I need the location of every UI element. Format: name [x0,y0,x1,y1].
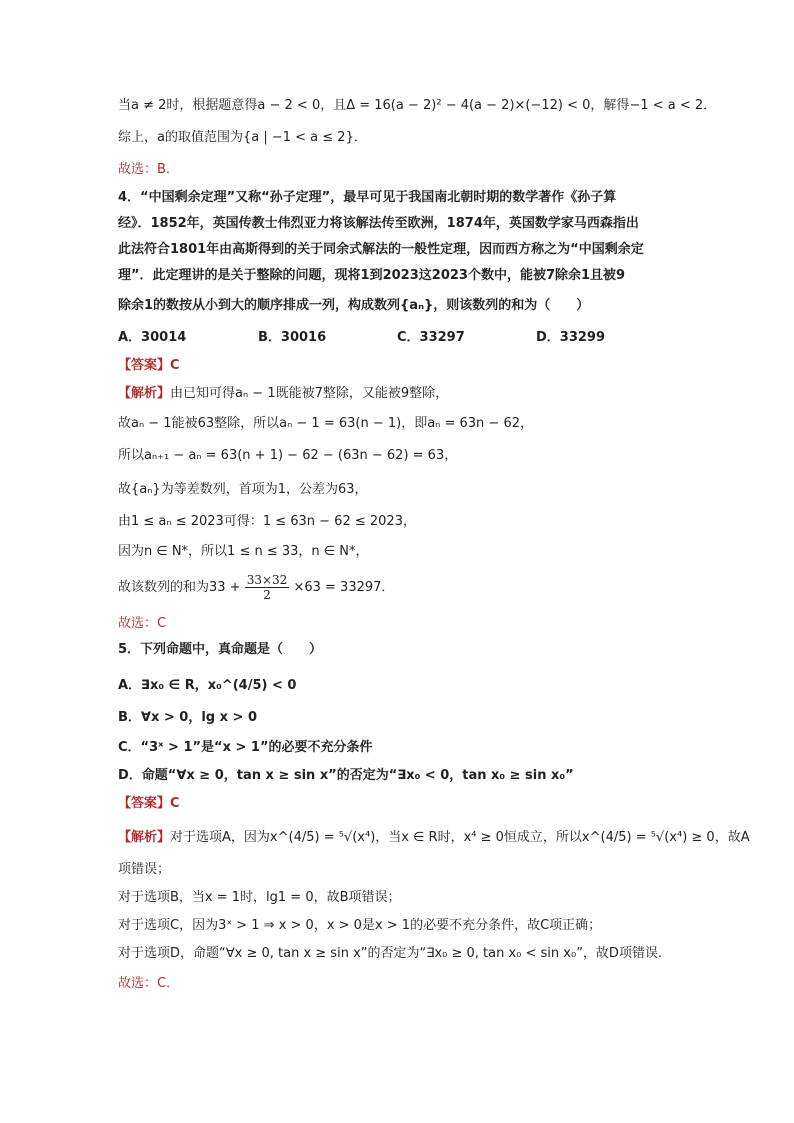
q4-stem-line-1: 4．“中国剩余定理”又称“孙子定理”，最早可见于我国南北朝时期的数学著作《孙子算 [118,190,617,205]
q4-analysis-line-2: 故aₙ − 1能被63整除，所以aₙ − 1 = 63(n − 1)，即aₙ = 63n − 62， [118,416,533,431]
q4-choose: 故选：C [118,616,167,631]
q4-analysis-tag: 【解析】 [118,386,171,401]
q4-option-d: D．33299 [536,330,606,345]
q3-choose: 故选：B． [118,162,179,177]
q5-choose: 故选：C． [118,976,180,991]
q5-analysis-line-3: 对于选项B，当x = 1时，lg1 = 0，故B项错误； [118,890,401,905]
q5-option-a: A．∃x₀ ∈ R，x₀^(4/5) < 0 [118,678,297,693]
q5-analysis-line-1 [118,828,750,848]
q5-answer: 【答案】C [118,796,180,811]
q3-solution-line-1: 当a ≠ 2时，根据题意得a − 2 < 0，且Δ = 16(a − 2)² − 4(a − 2)×(−12) < 0，解得−1 < a < 2． [118,98,717,113]
q4-sum-prefix: 故该数列的和为33 + [118,580,241,595]
q4-analysis-line-5: 由1 ≤ aₙ ≤ 2023可得：1 ≤ 63n − 62 ≤ 2023， [118,514,416,529]
q4-sum-line [118,572,394,604]
q4-stem-line-4: 理”．此定理讲的是关于整除的问题，现将1到2023这2023个数中，能被7除余1且被9 [118,268,626,283]
q3-solution-line-2: 综上，a的取值范围为{a | −1 < a ≤ 2}． [118,130,367,145]
q5-option-d: D．命题“∀x ≥ 0，tan x ≥ sin x”的否定为“∃x₀ < 0，tan x₀ ≥ sin x₀” [118,768,574,783]
q4-sum-fraction [245,573,290,602]
q5-stem: 5．下列命题中，真命题是（ ） [118,642,323,657]
q4-stem-line-2: 经》．1852年，英国传教士伟烈亚力将该解法传至欧洲，1874年，英国数学家马西森指出 [118,216,639,231]
q4-option-b: B．30016 [258,330,327,345]
q5-analysis-line-2: 项错误； [118,862,171,877]
q5-analysis-tag: 【解析】 [118,830,171,845]
q5-option-b: B．∀x > 0，lg x > 0 [118,710,258,725]
q4-sum-suffix: ×63 = 33297． [293,580,395,595]
q5-analysis-line-4: 对于选项C，因为3ˣ > 1 ⇒ x > 0，x > 0是x > 1的必要不充分条件，故C项正确； [118,918,602,933]
q4-analysis-line-6: 因为n ∈ N*，所以1 ≤ n ≤ 33，n ∈ N*， [118,544,369,559]
q4-sum-numerator: 33×32 [246,573,288,587]
q5-option-c: C．“3ˣ > 1”是“x > 1”的必要不充分条件 [118,740,373,755]
q4-answer: 【答案】C [118,358,180,373]
q4-analysis-line-1 [118,384,448,404]
q4-sum-denominator: 2 [263,588,271,602]
q5-analysis-text-1: 对于选项A，因为x^(4/5) = ⁵√(x⁴)，当x ∈ R时，x⁴ ≥ 0恒成立，所以x^(4/5) = ⁵√(x⁴) ≥ 0，故A [170,830,750,845]
q4-stem-line-5: 除余1的数按从小到大的顺序排成一列，构成数列{aₙ}，则该数列的和为（ ） [118,298,590,313]
q5-analysis-line-5: 对于选项D，命题“∀x ≥ 0, tan x ≥ sin x”的否定为“∃x₀ ≥ 0, tan x₀ < sin x₀”，故D项错误． [118,946,671,961]
q4-option-a: A．30014 [118,330,187,345]
q4-analysis-text-1: 由已知可得aₙ − 1既能被7整除，又能被9整除， [170,386,449,401]
q4-analysis-line-3: 所以aₙ₊₁ − aₙ = 63(n + 1) − 62 − (63n − 62) = 63， [118,448,458,463]
q4-stem-line-3: 此法符合1801年由高斯得到的关于同余式解法的一般性定理，因而西方称之为“中国剩余定 [118,242,644,257]
q4-analysis-line-4: 故{aₙ}为等差数列，首项为1，公差为63， [118,482,368,497]
q4-option-c: C．33297 [397,330,465,345]
